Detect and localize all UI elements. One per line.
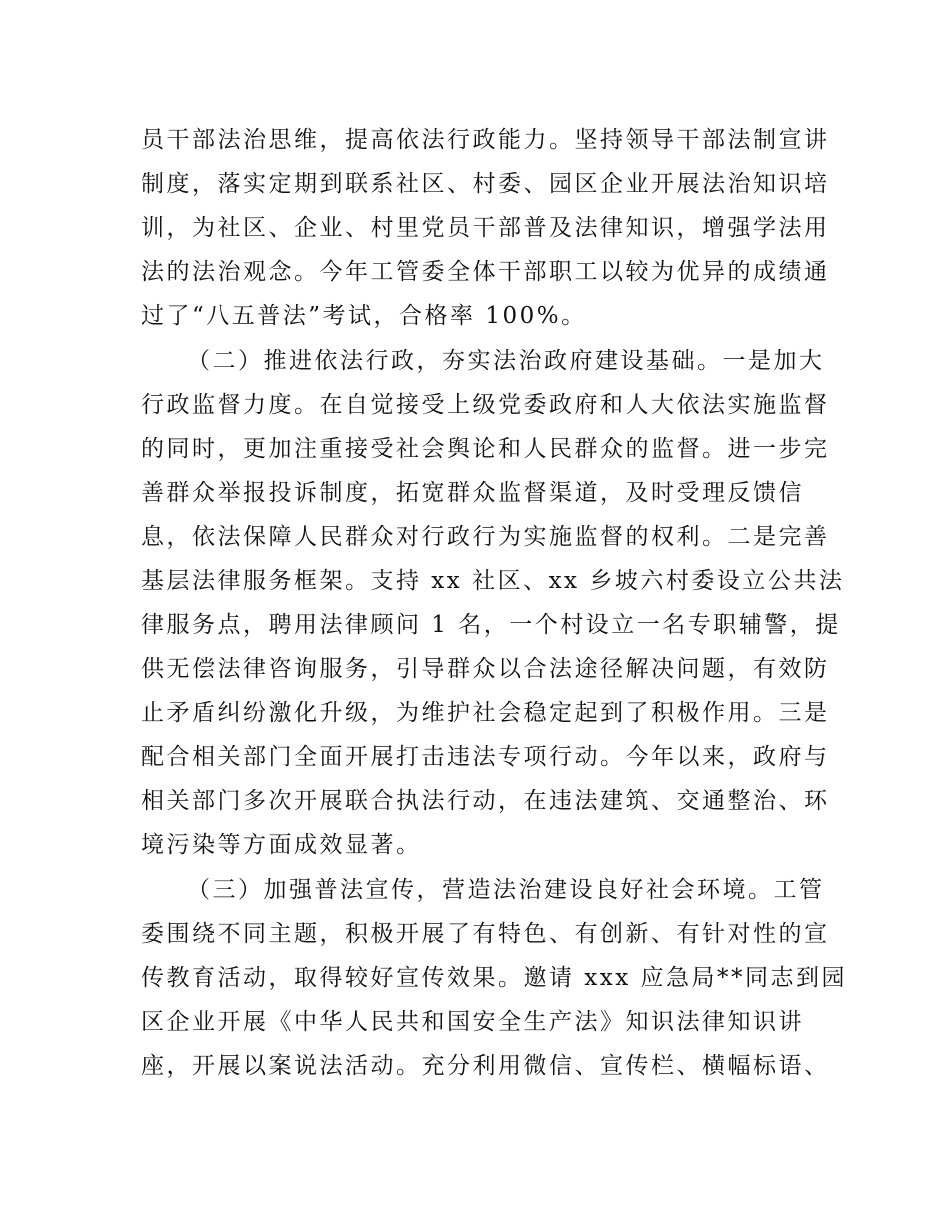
paragraph-2-line-12: 境污染等方面成效显著。 — [141, 832, 422, 858]
paragraph-2-line-6: 基层法律服务框架。支持 xx 社区、xx 乡坡六村委设立公共法 — [141, 568, 845, 594]
paragraph-1-line-5: 过了“八五普法”考试，合格率 100%。 — [141, 303, 587, 329]
paragraph-1-line-3: 训，为社区、企业、村里党员干部普及法律知识，增强学法用 — [141, 215, 830, 241]
paragraph-2-line-11: 相关部门多次开展联合执法行动，在违法建筑、交通整治、环 — [141, 788, 830, 814]
paragraph-3-line-2: 委围绕不同主题，积极开展了有特色、有创新、有针对性的宣 — [141, 921, 830, 947]
paragraph-3-line-5: 座，开展以案说法活动。充分利用微信、宣传栏、横幅标语、 — [141, 1053, 830, 1079]
paragraph-2-line-4: 善群众举报投诉制度，拓宽群众监督渠道，及时受理反馈信 — [141, 480, 804, 506]
paragraph-2-line-5: 息，依法保障人民群众对行政行为实施监督的权利。二是完善 — [141, 524, 830, 550]
paragraph-2-line-3: 的同时，更加注重接受社会舆论和人民群众的监督。进一步完 — [141, 436, 830, 462]
paragraph-1-line-4: 法的法治观念。今年工管委全体干部职工以较为优异的成绩通 — [141, 259, 830, 285]
paragraph-1-line-1: 员干部法治思维，提高依法行政能力。坚持领导干部法制宣讲 — [141, 127, 830, 153]
paragraph-2-line-1: （二）推进依法行政，夯实法治政府建设基础。一是加大 — [187, 348, 825, 374]
paragraph-2-line-10: 配合相关部门全面开展打击违法专项行动。今年以来，政府与 — [141, 744, 830, 770]
paragraph-2-line-7: 律服务点，聘用法律顾问 1 名，一个村设立一名专职辅警，提 — [141, 612, 841, 638]
paragraph-3-line-4: 区企业开展《中华人民共和国安全生产法》知识法律知识讲 — [141, 1009, 804, 1035]
paragraph-2-line-2: 行政监督力度。在自觉接受上级党委政府和人大依法实施监督 — [141, 392, 830, 418]
paragraph-1-line-2: 制度，落实定期到联系社区、村委、园区企业开展法治知识培 — [141, 171, 830, 197]
paragraph-3-line-1: （三）加强普法宣传，营造法治建设良好社会环境。工管 — [187, 877, 825, 903]
paragraph-2-line-8: 供无偿法律咨询服务，引导群众以合法途径解决问题，有效防 — [141, 656, 830, 682]
paragraph-2-line-9: 止矛盾纠纷激化升级，为维护社会稳定起到了积极作用。三是 — [141, 700, 830, 726]
paragraph-3-line-3: 传教育活动，取得较好宣传效果。邀请 xxx 应急局**同志到园 — [141, 965, 848, 991]
